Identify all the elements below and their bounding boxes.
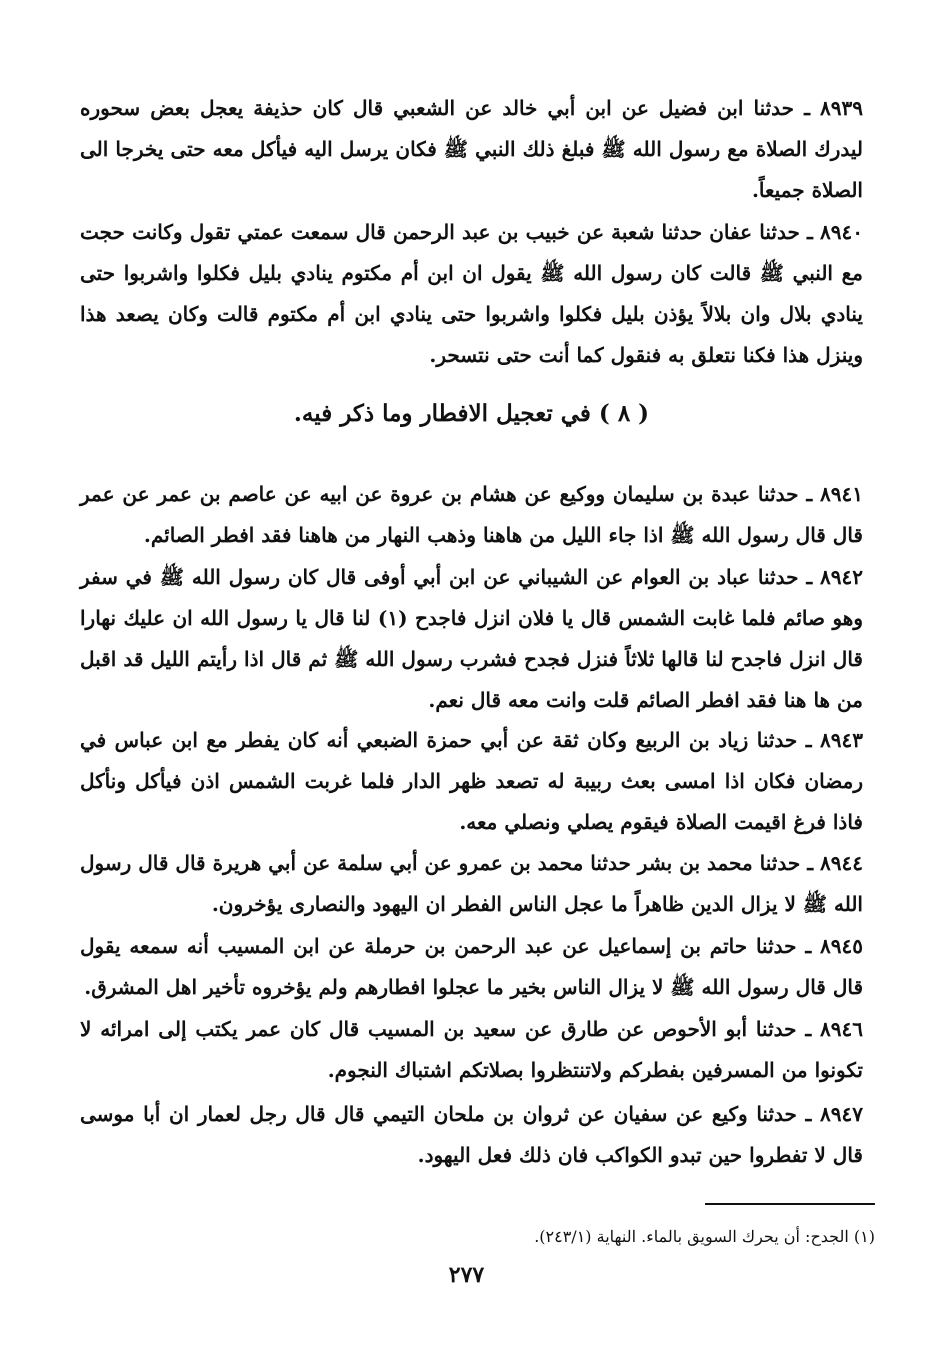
hadith-8943: ٨٩٤٣ ـ حدثنا زياد بن الربيع وكان ثقة عن أبي حمزة الضبعي أنه كان يفطر مع ابن عباس في رمضان فكان اذا امسى بعث ربيبة له تصعد ظهر الدار فلما غربت الشمس اذن فيأكل ونأكل فاذا فرغ اقيمت الصلاة فيقوم يصلي ونصلي معه.	[80, 728, 863, 834]
hadith-8942: ٨٩٤٢ ـ حدثنا عباد بن العوام عن الشيباني عن ابن أبي أوفى قال كان رسول الله ﷺ في سفر وهو صائم فلما غابت الشمس قال يا فلان انزل فاجدح (١) لنا قال يا رسول الله ان عليك نهارا قال انزل فاجدح لنا قالها ثلاثاً فنزل فجدح فشرب رسول الله ﷺ ثم قال اذا رأيتم الليل قد اقبل من ها هنا فقد افطر الصائم قلت وانت معه قال نعم.	[80, 565, 863, 712]
hadith-8947: ٨٩٤٧ ـ حدثنا وكيع عن سفيان عن ثروان بن ملحان التيمي قال قال رجل لعمار ان أبا موسى قال لا تفطروا حين تبدو الكواكب فان ذلك فعل اليهود.	[80, 1102, 863, 1167]
hadith-8945: ٨٩٤٥ ـ حدثنا حاتم بن إسماعيل عن عبد الرحمن بن حرملة عن ابن المسيب أنه سمعه يقول قال قال رسول الله ﷺ لا يزال الناس بخير ما عجلوا افطارهم ولم يؤخروه تأخير اهل المشرق.	[80, 934, 863, 999]
hadith-8944: ٨٩٤٤ ـ حدثنا محمد بن بشر حدثنا محمد بن عمرو عن أبي سلمة عن أبي هريرة قال قال رسول الله ﷺ لا يزال الدين ظاهراً ما عجل الناس الفطر ان اليهود والنصارى يؤخرون.	[80, 851, 864, 916]
footnote-divider	[705, 1203, 875, 1205]
hadith-8946: ٨٩٤٦ ـ حدثنا أبو الأحوص عن طارق عن سعيد بن المسيب قال كان عمر يكتب إلى امرائه لا تكونوا من المسرفين بفطركم ولاتنتظروا بصلاتكم اشتباك النجوم.	[80, 1017, 863, 1082]
chapter-heading: ( ٨ ) في تعجيل الافطار وما ذكر فيه.	[293, 400, 650, 427]
page-number: ٢٧٧	[448, 1262, 485, 1288]
footnote: (١) الجدح: أن يحرك السويق بالماء. النهاية (٢٤٣/١).	[534, 1227, 875, 1246]
hadith-8940: ٨٩٤٠ ـ حدثنا عفان حدثنا شعبة عن خبيب بن عبد الرحمن قال سمعت عمتي تقول وكانت حجت مع النبي ﷺ قالت كان رسول الله ﷺ يقول ان ابن أم مكتوم ينادي بليل فكلوا واشربوا حتى ينادي بلال وان بلالاً يؤذن بليل فكلوا واشربوا حتى ينادي ابن أم مكتوم قالت وكان يصعد هذا وينزل هذا فكنا نتعلق به فنقول كما أنت حتى نتسحر.	[80, 220, 863, 367]
hadith-8939: ٨٩٣٩ ـ حدثنا ابن فضيل عن ابن أبي خالد عن الشعبي قال كان حذيفة يعجل بعض سحوره ليدرك الصلاة مع رسول الله ﷺ فبلغ ذلك النبي ﷺ فكان يرسل اليه فيأكل معه حتى يخرجا الى الصلاة جميعاً.	[80, 96, 864, 202]
hadith-8941: ٨٩٤١ ـ حدثنا عبدة بن سليمان ووكيع عن هشام بن عروة عن ابيه عن عاصم بن عمر عن عمر قال قال رسول الله ﷺ اذا جاء الليل من هاهنا وذهب النهار من هاهنا فقد افطر الصائم.	[80, 482, 863, 547]
